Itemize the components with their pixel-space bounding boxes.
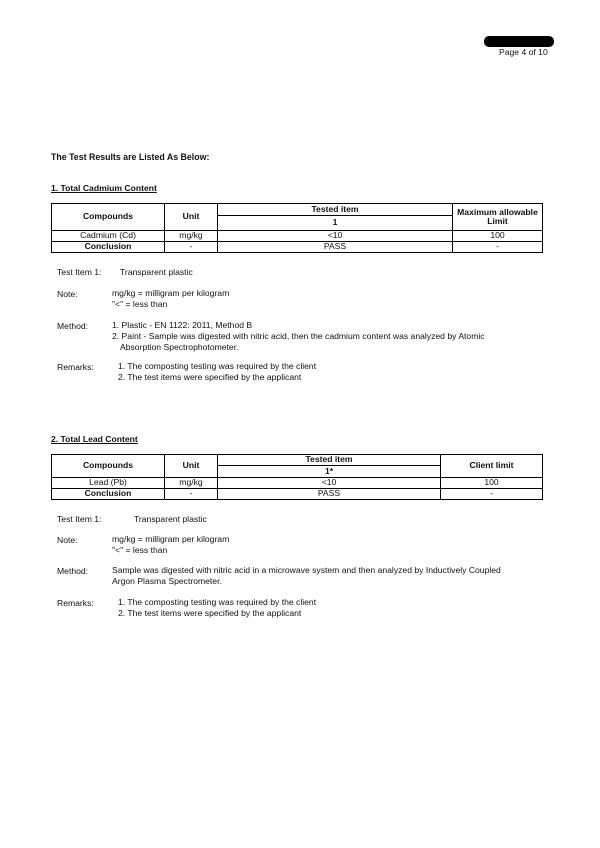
conclusion-label: Conclusion bbox=[52, 489, 165, 500]
result-cell: <10 bbox=[218, 231, 453, 242]
note-line: mg/kg = milligram per kilogram bbox=[112, 288, 230, 298]
header-item-number: 1* bbox=[218, 466, 441, 478]
note-label: Note: bbox=[57, 535, 78, 545]
header-unit: Unit bbox=[165, 455, 218, 478]
table-row bbox=[52, 478, 543, 489]
method-line: Sample was digested with nitric acid in a microwave system and then analyzed by Inductively Coupled bbox=[112, 565, 501, 575]
conclusion-limit: - bbox=[453, 242, 543, 253]
lead-section-title: 2. Total Lead Content bbox=[51, 434, 138, 444]
remarks-text bbox=[118, 361, 316, 383]
conclusion-unit: - bbox=[165, 242, 218, 253]
lead-results-table bbox=[51, 454, 543, 500]
method-line: Absorption Spectrophotometer. bbox=[120, 342, 239, 352]
remarks-label: Remarks: bbox=[57, 598, 94, 608]
header-compounds: Compounds bbox=[52, 204, 165, 231]
cadmium-results-table bbox=[51, 203, 543, 253]
note-line: "<" = less than bbox=[112, 545, 168, 555]
note-label: Note: bbox=[57, 289, 78, 299]
note-text bbox=[112, 288, 229, 310]
result-cell: <10 bbox=[218, 478, 441, 489]
results-heading: The Test Results are Listed As Below: bbox=[51, 152, 210, 162]
cadmium-section-title: 1. Total Cadmium Content bbox=[51, 183, 157, 193]
header-unit: Unit bbox=[165, 204, 218, 231]
method-label: Method: bbox=[57, 566, 89, 576]
conclusion-label: Conclusion bbox=[52, 242, 165, 253]
remarks-line: 1. The composting testing was required by the client bbox=[118, 597, 317, 607]
unit-cell: mg/kg bbox=[165, 231, 218, 242]
test-item-label: Test Item 1: bbox=[57, 267, 102, 277]
remarks-line: 1. The composting testing was required by the client bbox=[118, 361, 317, 371]
header-tested-item: Tested item bbox=[218, 455, 441, 466]
header-item-number: 1 bbox=[218, 216, 453, 231]
limit-cell: 100 bbox=[453, 231, 543, 242]
conclusion-result: PASS bbox=[218, 489, 441, 500]
method-line: 2. Paint - Sample was digested with nitric acid, then the cadmium content was analyzed by Atomic bbox=[112, 331, 485, 341]
compound-cell: Lead (Pb) bbox=[52, 478, 165, 489]
unit-cell: mg/kg bbox=[165, 478, 218, 489]
note-line: "<" = less than bbox=[112, 299, 168, 309]
header-tested-item: Tested item bbox=[218, 204, 453, 216]
header-compounds: Compounds bbox=[52, 455, 165, 478]
method-text bbox=[112, 320, 485, 353]
conclusion-unit: - bbox=[165, 489, 218, 500]
conclusion-limit: - bbox=[441, 489, 543, 500]
method-label: Method: bbox=[57, 321, 89, 331]
test-item-label: Test Item 1: bbox=[57, 514, 102, 524]
table-row bbox=[52, 231, 543, 242]
test-item-value: Transparent plastic bbox=[134, 514, 207, 524]
conclusion-row bbox=[52, 242, 543, 253]
compound-cell: Cadmium (Cd) bbox=[52, 231, 165, 242]
note-text bbox=[112, 534, 229, 556]
remarks-line: 2. The test items were specified by the applicant bbox=[118, 372, 302, 382]
header-limit: Maximum allowable Limit bbox=[453, 204, 543, 231]
method-line: 1. Plastic - EN 1122: 2011, Method B bbox=[112, 320, 253, 330]
method-text bbox=[112, 565, 501, 587]
note-line: mg/kg = milligram per kilogram bbox=[112, 534, 230, 544]
method-line: Argon Plasma Spectrometer. bbox=[112, 576, 222, 586]
remarks-label: Remarks: bbox=[57, 362, 94, 372]
conclusion-result: PASS bbox=[218, 242, 453, 253]
limit-cell: 100 bbox=[441, 478, 543, 489]
redaction-bar bbox=[484, 36, 554, 47]
header-limit: Client limit bbox=[441, 455, 543, 478]
remarks-text bbox=[118, 597, 316, 619]
remarks-line: 2. The test items were specified by the applicant bbox=[118, 608, 302, 618]
test-item-value: Transparent plastic bbox=[120, 267, 193, 277]
page-number: Page 4 of 10 bbox=[499, 47, 548, 57]
conclusion-row bbox=[52, 489, 543, 500]
